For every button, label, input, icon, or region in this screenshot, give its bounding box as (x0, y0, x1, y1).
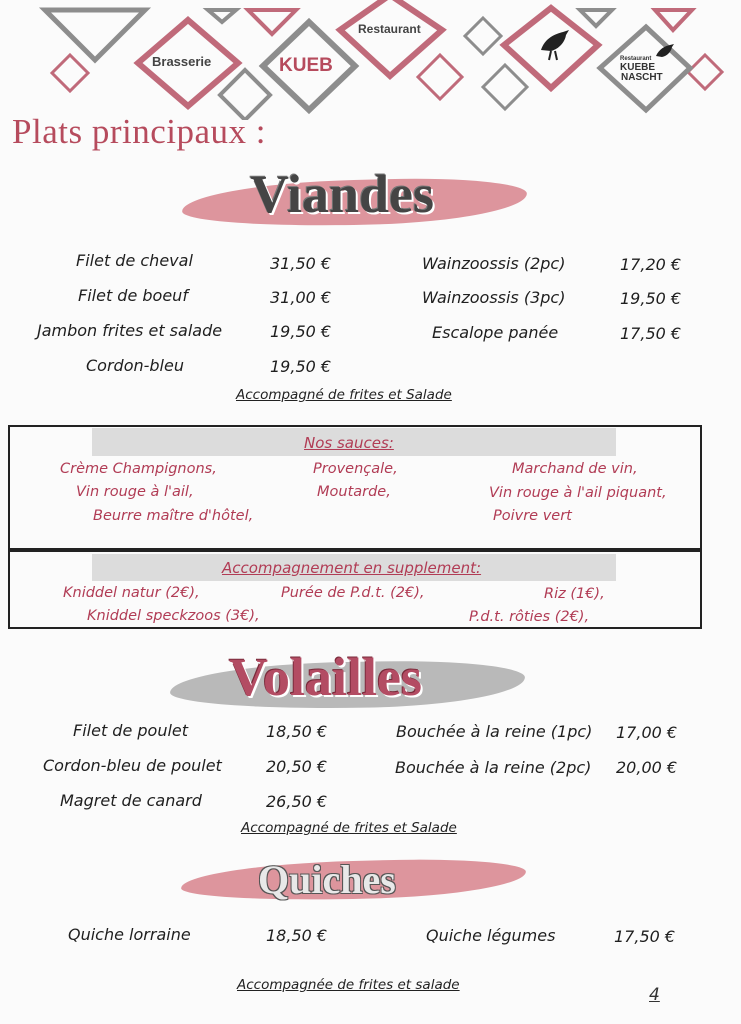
dish-price: 20,50 € (266, 757, 328, 776)
dish-name: Filet de cheval (76, 251, 193, 270)
dish-price: 17,50 € (620, 324, 682, 343)
bird-icon (652, 40, 676, 62)
dish-price: 18,50 € (266, 926, 328, 945)
brasserie-label: Brasserie (152, 54, 212, 69)
accomp-item: Kniddel speckzoos (3€), (87, 608, 260, 624)
volailles-title: Volailles (229, 647, 423, 707)
dish-name: Wainzoossis (3pc) (422, 288, 566, 307)
dish-name: Quiche lorraine (68, 925, 191, 944)
page-title: Plats principaux : (12, 112, 266, 151)
dish-price: 19,50 € (270, 322, 332, 341)
header-banner (0, 0, 741, 120)
dish-name: Bouchée à la reine (1pc) (396, 722, 593, 741)
sauce-item: Provençale, (313, 461, 398, 477)
accomp-item: P.d.t. rôties (2€), (469, 609, 590, 625)
dish-price: 17,50 € (614, 927, 676, 946)
sauce-item: Vin rouge à l'ail, (76, 484, 194, 500)
restaurant-label: Restaurant (358, 22, 421, 36)
volailles-note: Accompagné de frites et Salade (241, 820, 457, 836)
dish-name: Cordon-bleu de poulet (43, 756, 222, 775)
accomp-item: Kniddel natur (2€), (63, 585, 200, 601)
viandes-title: Viandes (250, 164, 435, 224)
dish-name: Quiche légumes (426, 926, 556, 945)
dish-price: 19,50 € (270, 357, 332, 376)
accomp-title: Accompagnement en supplement: (222, 559, 482, 577)
dish-price: 31,00 € (270, 288, 332, 307)
dish-price: 26,50 € (266, 792, 328, 811)
dish-price: 31,50 € (270, 254, 332, 273)
accomp-item: Riz (1€), (544, 586, 605, 602)
logo-small-label: Restaurant (620, 56, 652, 62)
dish-name: Wainzoossis (2pc) (422, 254, 566, 273)
dish-price: 17,20 € (620, 255, 682, 274)
sauce-item: Marchand de vin, (512, 461, 638, 477)
quiches-title: Quiches (258, 857, 396, 902)
dish-price: 18,50 € (266, 722, 328, 741)
sauce-item: Beurre maître d'hôtel, (93, 508, 254, 524)
dish-price: 17,00 € (616, 723, 678, 742)
dish-name: Magret de canard (60, 791, 202, 810)
sauces-title: Nos sauces: (304, 434, 394, 452)
nascht-label: NASCHT (621, 72, 663, 83)
sauce-item: Crème Champignons, (60, 461, 217, 477)
dish-name: Escalope panée (432, 323, 559, 342)
dish-price: 20,00 € (616, 758, 678, 777)
dish-name: Jambon frites et salade (37, 321, 223, 340)
page-number: 4 (649, 985, 660, 1005)
accomp-item: Purée de P.d.t. (2€), (281, 585, 425, 601)
sauce-item: Poivre vert (493, 508, 572, 524)
kuebe-label: KUEBE (620, 62, 656, 73)
dish-price: 19,50 € (620, 289, 682, 308)
sauce-item: Vin rouge à l'ail piquant, (489, 485, 667, 501)
dish-name: Cordon-bleu (86, 356, 184, 375)
viandes-note: Accompagné de frites et Salade (236, 387, 452, 403)
dish-name: Filet de poulet (73, 721, 189, 740)
kueb-label: KUEB (279, 55, 333, 76)
dish-name: Filet de boeuf (78, 286, 188, 305)
sauce-item: Moutarde, (317, 484, 391, 500)
bird-icon (533, 22, 573, 62)
dish-name: Bouchée à la reine (2pc) (395, 758, 592, 777)
quiches-note: Accompagnée de frites et salade (237, 977, 460, 993)
